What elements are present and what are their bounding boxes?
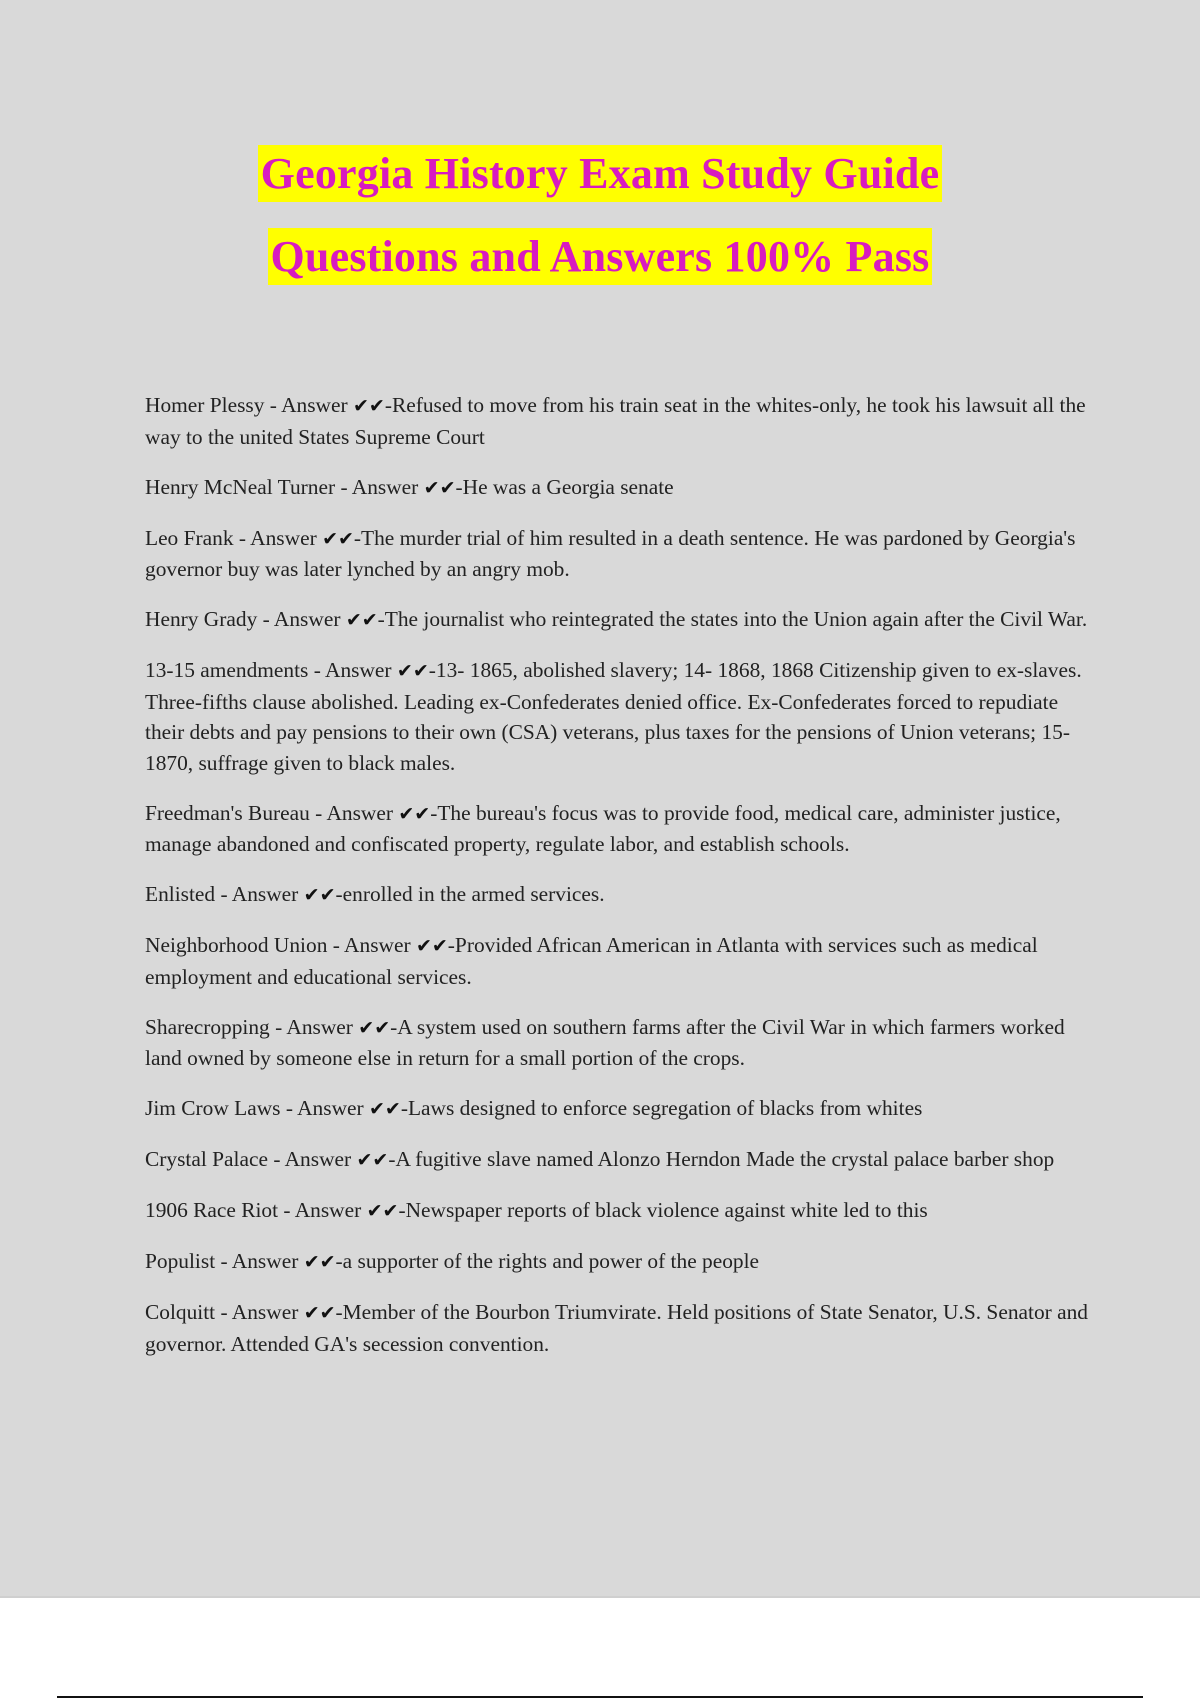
qa-item: Neighborhood Union - Answer ✔✔-Provided African American in Atlanta with services such as medical employment and educational services. — [145, 933, 1038, 989]
qa-answer: Provided African American in Atlanta with services such as medical employment and educational services. — [145, 933, 1038, 989]
qa-item: Henry McNeal Turner - Answer ✔✔-He was a Georgia senate — [145, 474, 674, 499]
qa-answer: Refused to move from his train seat in the whites-only, he took his lawsuit all the way to the united States Supreme Court — [145, 393, 1086, 449]
qa-term: Leo Frank — [145, 525, 234, 550]
qa-term: Populist — [145, 1249, 216, 1273]
qa-item: Crystal Palace - Answer ✔✔-A fugitive slave named Alonzo Herndon Made the crystal palace barber shop — [145, 1147, 1055, 1171]
double-check-icon: ✔✔ — [303, 1302, 336, 1324]
answer-label: Answer — [281, 393, 348, 417]
qa-term: Freedman's Bureau — [145, 800, 310, 825]
qa-answer: Member of the Bourbon Triumvirate. Held positions of State Senator, U.S. Senator and governor. Attended GA's secession convention. — [145, 1300, 1089, 1356]
qa-item: 1906 Race Riot - Answer ✔✔-Newspaper reports of black violence against white led to this — [145, 1198, 928, 1222]
qa-item: Colquitt - Answer ✔✔-Member of the Bourbon Triumvirate. Held positions of State Senator, U.S. Senator and governor. Attended GA's secession convention. — [145, 1300, 1089, 1356]
document-title — [0, 145, 1200, 285]
qa-answer: The journalist who reintegrated the states into the Union again after the Civil War. — [384, 607, 1088, 631]
qa-item: 13-15 amendments - Answer ✔✔-13- 1865, abolished slavery; 14- 1868, 1868 Citizenship given to ex-slaves. Three-fifths clause abolished. Leading ex-Confederates denied office. Ex-Confederates forced to repudiate their debts and pay pensions to their own (CSA) veterans, plus taxes for the pensions of Union veterans; 15- 1870, suffrage given to black males. — [145, 658, 1082, 775]
qa-term: Crystal Palace — [145, 1147, 268, 1171]
answer-label: Answer — [294, 1198, 362, 1222]
double-check-icon: ✔✔ — [415, 935, 448, 957]
title-line-2: Questions and Answers 100% Pass — [268, 228, 933, 285]
qa-answer: The bureau's focus was to provide food, medical care, administer justice, manage abandoned and confiscated property, regulate labor, and establish schools. — [145, 800, 1061, 856]
qa-term: Henry Grady — [145, 607, 258, 631]
qa-answer: enrolled in the armed services. — [342, 882, 605, 906]
qa-answer: A fugitive slave named Alonzo Herndon Made the crystal palace barber shop — [395, 1147, 1055, 1171]
double-check-icon: ✔✔ — [366, 1200, 399, 1222]
answer-label: Answer — [344, 933, 411, 957]
answer-label: Answer — [250, 525, 317, 550]
qa-term: Sharecropping — [145, 1014, 270, 1039]
qa-term: Homer Plessy — [145, 393, 265, 417]
qa-term: Enlisted — [145, 882, 216, 906]
double-check-icon: ✔✔ — [369, 1098, 401, 1120]
qa-answer: Laws designed to enforce segregation of blacks from whites — [407, 1096, 923, 1120]
qa-answer: A system used on southern farms after the Civil War in which farmers worked land owned by someone else in return for a small portion of the crops. — [145, 1014, 1065, 1070]
title-line-1: Georgia History Exam Study Guide — [258, 145, 943, 202]
qa-term: Henry McNeal Turner — [145, 474, 336, 499]
double-check-icon: ✔✔ — [303, 1251, 336, 1273]
answer-label: Answer — [273, 607, 341, 631]
qa-term: Colquitt — [145, 1300, 216, 1324]
qa-answer: He was a Georgia senate — [462, 474, 674, 499]
page-bottom-edge — [0, 1596, 1200, 1598]
qa-item: Leo Frank - Answer ✔✔-The murder trial of him resulted in a death sentence. He was pardoned by Georgia's governor buy was later lynched by an angry mob. — [145, 525, 1076, 581]
double-check-icon: ✔✔ — [345, 609, 378, 631]
double-check-icon: ✔✔ — [322, 527, 354, 550]
answer-label: Answer — [231, 1300, 299, 1324]
answer-label: Answer — [297, 1096, 364, 1120]
qa-answer: 13- 1865, abolished slavery; 14- 1868, 1868 Citizenship given to ex-slaves. Three-fifths clause abolished. Leading ex-Confederates denied office. Ex-Confederates forced to repudiate their debts and pay pensions to their own (CSA) veterans, plus taxes for the pensions of Union veterans; 15- 1870, suffrage given to black males. — [145, 658, 1082, 775]
qa-item: Jim Crow Laws - Answer ✔✔-Laws designed to enforce segregation of blacks from whites — [145, 1096, 923, 1120]
qa-item: Sharecropping - Answer ✔✔-A system used on southern farms after the Civil War in which farmers worked land owned by someone else in return for a small portion of the crops. — [145, 1014, 1065, 1070]
answer-label: Answer — [231, 1249, 299, 1273]
answer-label: Answer — [325, 658, 392, 682]
double-check-icon: ✔✔ — [352, 395, 385, 417]
answer-label: Answer — [231, 882, 299, 906]
qa-term: Neighborhood Union — [145, 933, 328, 957]
double-check-icon: ✔✔ — [358, 1016, 391, 1039]
qa-answer: Newspaper reports of black violence against white led to this — [405, 1198, 928, 1222]
qa-term: 13-15 amendments — [145, 658, 309, 682]
double-check-icon: ✔✔ — [396, 660, 429, 682]
qa-item: Populist - Answer ✔✔-a supporter of the rights and power of the people — [145, 1249, 760, 1273]
double-check-icon: ✔✔ — [303, 884, 336, 906]
qa-item: Homer Plessy - Answer ✔✔-Refused to move from his train seat in the whites-only, he took his lawsuit all the way to the united States Supreme Court — [145, 393, 1086, 449]
qa-answer: a supporter of the rights and power of the people — [342, 1249, 760, 1273]
footer-divider — [57, 1696, 1143, 1698]
qa-item: Enlisted - Answer ✔✔-enrolled in the armed services. — [145, 882, 605, 906]
qa-term: Jim Crow Laws — [145, 1096, 281, 1120]
answer-label: Answer — [286, 1014, 353, 1039]
double-check-icon: ✔✔ — [423, 476, 456, 499]
double-check-icon: ✔✔ — [398, 802, 431, 825]
qa-item: Henry Grady - Answer ✔✔-The journalist who reintegrated the states into the Union again after the Civil War. — [145, 607, 1088, 631]
answer-label: Answer — [326, 800, 394, 825]
qa-list — [145, 390, 1095, 1379]
answer-label: Answer — [284, 1147, 352, 1171]
answer-label: Answer — [351, 474, 419, 499]
qa-answer: The murder trial of him resulted in a death sentence. He was pardoned by Georgia's governor buy was later lynched by an angry mob. — [145, 525, 1076, 581]
qa-item: Freedman's Bureau - Answer ✔✔-The bureau's focus was to provide food, medical care, administer justice, manage abandoned and confiscated property, regulate labor, and establish schools. — [145, 800, 1061, 856]
qa-term: 1906 Race Riot — [145, 1198, 279, 1222]
double-check-icon: ✔✔ — [356, 1149, 389, 1171]
